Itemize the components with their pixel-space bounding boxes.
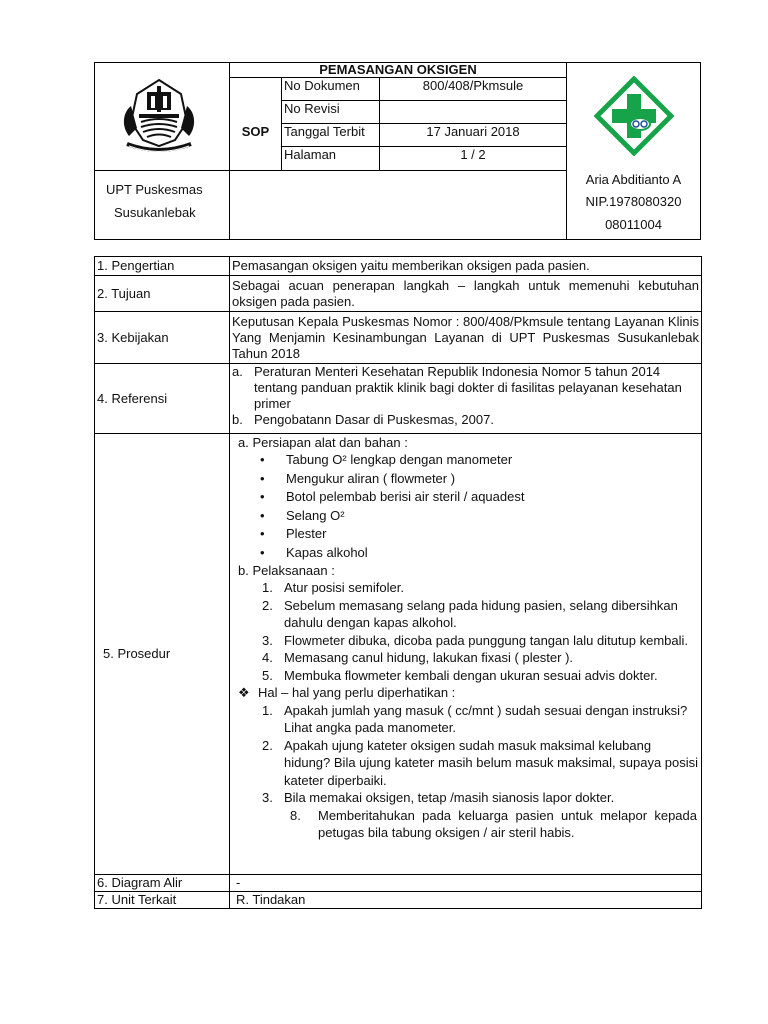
tujuan-text: Sebagai acuan penerapan langkah – langkah untuk memenuhi kebutuhan oksigen pada pasien. xyxy=(230,276,702,312)
table-row xyxy=(95,892,702,909)
regency-emblem-logo xyxy=(117,76,201,156)
step-number: 3. xyxy=(262,790,273,805)
unit-label: 7. Unit Terkait xyxy=(95,892,230,909)
hal-list xyxy=(232,702,699,807)
prosedur-content xyxy=(230,434,702,875)
step-number: 2. xyxy=(262,597,273,613)
list-item xyxy=(232,632,699,650)
referensi-marker: b. xyxy=(232,412,243,427)
list-item xyxy=(232,597,699,632)
unit-text: R. Tindakan xyxy=(230,892,702,909)
step-text: Sebelum memasang selang pada hidung pasien, selang dibersihkan dahulu dengan kapas alkohol. xyxy=(284,597,678,630)
step-text: Memberitahukan pada keluarga pasien untuk melapor kepada petugas bila tabung oksigen / air steril habis. xyxy=(318,807,697,840)
list-item xyxy=(232,702,699,737)
list-item xyxy=(232,412,699,428)
referensi-text: Peraturan Menteri Kesehatan Republik Indonesia Nomor 5 tahun 2014 tentang panduan praktik klinik bagi dokter di fasilitas pelayanan kesehatan primer xyxy=(254,364,682,411)
pelaksanaan-title: b. Pelaksanaan : xyxy=(238,563,335,578)
table-row xyxy=(95,276,702,312)
step-text: Flowmeter dibuka, dicoba pada punggung tangan lalu ditutup kembali. xyxy=(284,632,688,648)
signer-nip-line2: 08011004 xyxy=(605,217,662,232)
table-row xyxy=(95,364,702,434)
sop-content-table xyxy=(94,256,702,909)
diagram-label: 6. Diagram Alir xyxy=(95,875,230,892)
referensi-label: 4. Referensi xyxy=(95,364,230,434)
hal-title: Hal – hal yang perlu diperhatikan : xyxy=(258,685,456,700)
persiapan-list xyxy=(232,451,699,562)
org-name-line2: Susukanlebak xyxy=(114,205,196,220)
pengertian-label: 1. Pengertian xyxy=(95,257,230,276)
list-item: • Tabung O² lengkap dengan manometer xyxy=(232,451,699,470)
step-text: Membuka flowmeter kembali dengan ukuran sesuai advis dokter. xyxy=(284,667,658,683)
step-number: 4. xyxy=(262,650,273,665)
step-number: 1. xyxy=(262,580,273,595)
step-number: 3. xyxy=(262,632,273,648)
list-item xyxy=(232,667,699,685)
diagram-text: - xyxy=(230,875,702,892)
field-label-tanggal-terbit: Tanggal Terbit xyxy=(284,124,365,139)
step-text: Apakah jumlah yang masuk ( cc/mnt ) sudah sesuai dengan instruksi? Lihat angka pada manometer. xyxy=(284,702,688,735)
list-item xyxy=(232,579,699,597)
list-item: • Kapas alkohol xyxy=(232,544,699,563)
tujuan-label: 2. Tujuan xyxy=(95,276,230,312)
list-item: • Selang O² xyxy=(232,507,699,526)
sop-label: SOP xyxy=(241,124,270,139)
referensi-list xyxy=(230,364,702,434)
referensi-marker: a. xyxy=(232,364,243,379)
list-item xyxy=(232,807,699,842)
field-label-halaman: Halaman xyxy=(284,147,337,162)
field-value-halaman: 1 / 2 xyxy=(460,147,486,162)
step-number: 8. xyxy=(290,807,301,823)
org-name-line1: UPT Puskesmas xyxy=(106,182,203,197)
table-row xyxy=(95,434,702,875)
signer-nip-line1: NIP.1978080320 xyxy=(585,194,682,209)
field-label-no-dokumen: No Dokumen xyxy=(284,78,360,93)
signer-name: Aria Abditianto A xyxy=(585,172,682,187)
field-value-no-dokumen: 800/408/Pkmsule xyxy=(422,78,524,93)
step-text: Apakah ujung kateter oksigen sudah masuk maksimal kelubang hidung? Bila ujung kateter masih belum masuk maksimal, supaya posisi kateter diperbaiki. xyxy=(284,737,699,788)
step-number: 1. xyxy=(262,702,273,718)
list-item: • Mengukur aliran ( flowmeter ) xyxy=(232,470,699,489)
list-item: • Plester xyxy=(232,525,699,544)
pelaksanaan-list xyxy=(232,579,699,684)
step-number: 5. xyxy=(262,667,273,683)
list-item: • Botol pelembab berisi air steril / aquadest xyxy=(232,488,699,507)
table-row xyxy=(95,257,702,276)
hal-title-row xyxy=(232,684,699,702)
persiapan-title: a. Persiapan alat dan bahan : xyxy=(238,435,408,450)
kebijakan-label: 3. Kebijakan xyxy=(95,312,230,364)
table-row xyxy=(95,312,702,364)
referensi-text: Pengobatann Dasar di Puskesmas, 2007. xyxy=(254,412,494,427)
diamond-bullet-icon: ❖ xyxy=(238,685,250,700)
puskesmas-logo xyxy=(594,76,674,156)
kebijakan-text: Keputusan Kepala Puskesmas Nomor : 800/408/Pkmsule tentang Layanan Klinis Yang Menjamin Kesinambungan Layanan di UPT Puskesmas Susukanlebak Tahun 2018 xyxy=(230,312,702,364)
list-item xyxy=(232,789,699,807)
list-item xyxy=(232,737,699,790)
list-item xyxy=(232,649,699,667)
step-number: 2. xyxy=(262,737,273,753)
prosedur-label-text: 5. Prosedur xyxy=(103,646,171,661)
field-label-no-revisi: No Revisi xyxy=(284,101,340,116)
field-value-tanggal-terbit: 17 Januari 2018 xyxy=(426,124,520,139)
list-item xyxy=(232,364,699,412)
step-text: Memasang canul hidung, lakukan fixasi ( plester ). xyxy=(284,650,574,665)
table-row xyxy=(95,875,702,892)
pengertian-text: Pemasangan oksigen yaitu memberikan oksigen pada pasien. xyxy=(230,257,702,276)
step-text: Atur posisi semifoler. xyxy=(284,580,404,595)
document-title: PEMASANGAN OKSIGEN xyxy=(319,62,477,77)
step-text: Bila memakai oksigen, tetap /masih sianosis lapor dokter. xyxy=(284,790,615,805)
prosedur-label xyxy=(95,434,230,875)
